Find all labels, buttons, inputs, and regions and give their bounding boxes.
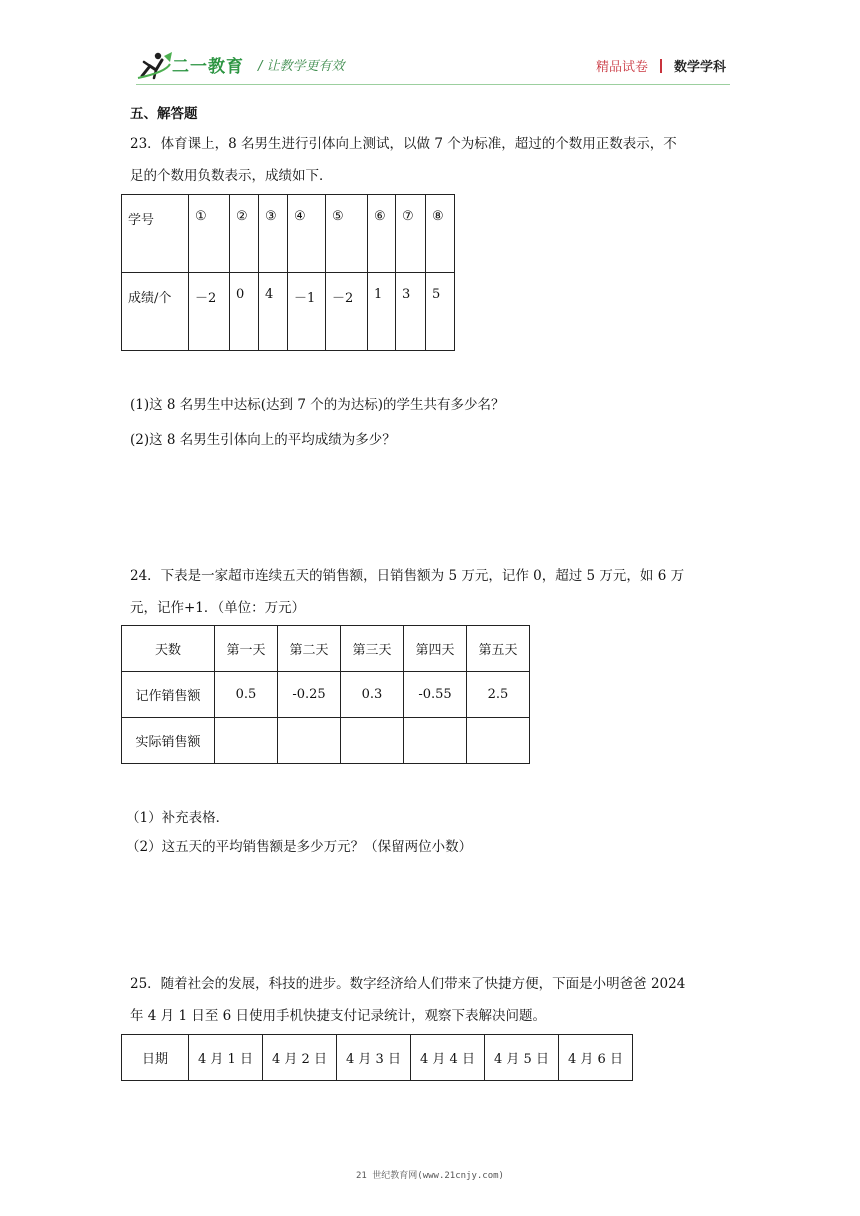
table-row bbox=[122, 195, 455, 273]
answer-cell[interactable] bbox=[215, 718, 278, 764]
table-cell: 5 bbox=[426, 273, 455, 351]
table-cell: 成绩/个 bbox=[122, 273, 189, 351]
logo-text: 二一教育 bbox=[172, 57, 244, 77]
table-cell: 第一天 bbox=[215, 626, 278, 672]
table-cell: 4 月 5 日 bbox=[485, 1035, 559, 1081]
answer-cell[interactable] bbox=[467, 718, 530, 764]
table-cell: 4 月 2 日 bbox=[263, 1035, 337, 1081]
table-cell: －1 bbox=[288, 273, 326, 351]
table-cell: 0 bbox=[230, 273, 259, 351]
table-cell: 4 bbox=[259, 273, 288, 351]
table-cell: 第五天 bbox=[467, 626, 530, 672]
q23-line1: 23．体育课上，8 名男生进行引体向上测试，以做 7 个为标准，超过的个数用正数表示，不 bbox=[130, 136, 677, 152]
table-cell: 天数 bbox=[122, 626, 215, 672]
q23-sub1: (1)这 8 名男生中达标(达到 7 个的为达标)的学生共有多少名？ bbox=[130, 397, 505, 413]
answer-cell[interactable] bbox=[404, 718, 467, 764]
q25-line2: 年 4 月 1 日至 6 日使用手机快捷支付记录统计，观察下表解决问题。 bbox=[130, 1008, 547, 1024]
table-row bbox=[122, 1035, 633, 1081]
header-tag: 精品试卷 bbox=[595, 60, 648, 75]
q24-line2: 元，记作+1．（单位：万元） bbox=[130, 600, 306, 616]
answer-cell[interactable] bbox=[278, 718, 341, 764]
q24-sub1: （1）补充表格． bbox=[126, 810, 230, 826]
table-cell: 0.3 bbox=[341, 672, 404, 718]
answer-cell[interactable] bbox=[341, 718, 404, 764]
table-cell: ① bbox=[189, 195, 230, 273]
table-cell: 0.5 bbox=[215, 672, 278, 718]
q23-line2: 足的个数用负数表示，成绩如下． bbox=[130, 168, 333, 184]
table-cell: ② bbox=[230, 195, 259, 273]
table-cell: 4 月 3 日 bbox=[337, 1035, 411, 1081]
q23-table bbox=[121, 194, 455, 351]
table-cell: 第四天 bbox=[404, 626, 467, 672]
table-cell: －2 bbox=[326, 273, 368, 351]
table-cell: ⑦ bbox=[396, 195, 426, 273]
table-row bbox=[122, 626, 530, 672]
section-title: 五、解答题 bbox=[130, 106, 198, 122]
table-cell: 1 bbox=[368, 273, 396, 351]
table-cell: ⑥ bbox=[368, 195, 396, 273]
table-cell: 学号 bbox=[122, 195, 189, 273]
page-footer: 21 世纪教育网(www.21cnjy.com) bbox=[356, 1171, 504, 1181]
header-divider bbox=[660, 59, 662, 73]
table-cell: 日期 bbox=[122, 1035, 189, 1081]
table-cell: ⑤ bbox=[326, 195, 368, 273]
q24-line1: 24．下表是一家超市连续五天的销售额，日销售额为 5 万元，记作 0，超过 5 万元，如 6 万 bbox=[130, 568, 685, 584]
table-cell: -0.25 bbox=[278, 672, 341, 718]
table-cell: -0.55 bbox=[404, 672, 467, 718]
table-cell: －2 bbox=[189, 273, 230, 351]
table-row bbox=[122, 672, 530, 718]
table-cell: ③ bbox=[259, 195, 288, 273]
table-cell: 4 月 4 日 bbox=[411, 1035, 485, 1081]
table-cell: 4 月 1 日 bbox=[189, 1035, 263, 1081]
table-cell: 2.5 bbox=[467, 672, 530, 718]
header-subject: 数学学科 bbox=[673, 60, 726, 75]
table-row bbox=[122, 718, 530, 764]
table-cell: ④ bbox=[288, 195, 326, 273]
q25-line1: 25．随着社会的发展，科技的进步。数字经济给人们带来了快捷方便，下面是小明爸爸 2024 bbox=[130, 976, 686, 992]
table-cell: ⑧ bbox=[426, 195, 455, 273]
table-cell: 4 月 6 日 bbox=[559, 1035, 633, 1081]
table-cell: 第二天 bbox=[278, 626, 341, 672]
header-rule bbox=[136, 84, 730, 85]
slogan: / 让教学更有效 bbox=[258, 59, 345, 74]
q24-sub2: （2）这五天的平均销售额是多少万元？（保留两位小数） bbox=[126, 839, 473, 855]
header-right bbox=[596, 56, 726, 75]
q23-sub2: (2)这 8 名男生引体向上的平均成绩为多少？ bbox=[130, 432, 396, 448]
q25-table bbox=[121, 1034, 633, 1081]
table-cell: 实际销售额 bbox=[122, 718, 215, 764]
q24-table bbox=[121, 625, 530, 764]
page-header bbox=[0, 0, 860, 90]
table-row bbox=[122, 273, 455, 351]
table-cell: 3 bbox=[396, 273, 426, 351]
table-cell: 第三天 bbox=[341, 626, 404, 672]
table-cell: 记作销售额 bbox=[122, 672, 215, 718]
